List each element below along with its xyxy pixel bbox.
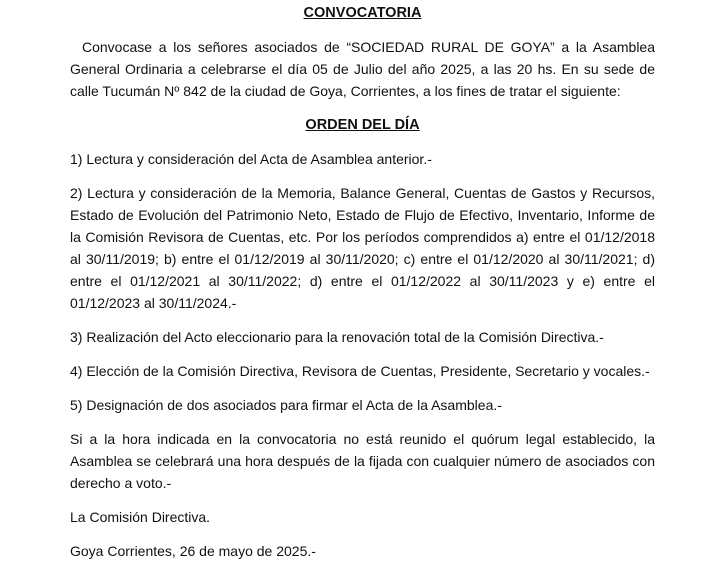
agenda-item-4: 4) Elección de la Comisión Directiva, Revisora de Cuentas, Presidente, Secretario y vocales.- [70, 363, 650, 379]
agenda-item-2: 2) Lectura y consideración de la Memoria, Balance General, Cuentas de Gastos y Recursos, Estado de Evolución del Patrimonio Neto, Estado de Flujo de Efectivo, Inventario, Informe de la Comisión Revisora de Cuentas, etc. Por los períodos comprendidos a) entre el 01/12/2018 al 30/11/2019; b) entre el 01/12/2019 al 30/11/2020; c) entre el 01/12/2020 al 30/11/2021; d) entre el 01/12/2021 al 30/11/2022; d) entre el 01/12/2022 al 30/11/2023 y e) entre el 01/12/2023 al 30/11/2024.- [70, 185, 655, 311]
intro-paragraph: Convocase a los señores asociados de “SOCIEDAD RURAL DE GOYA” a la Asamblea General Ordinaria a celebrarse el día 05 de Julio del año 2025, a las 20 hs. En su sede de calle Tucumán Nº 842 de la ciudad de Goya, Corrientes, a los fines de tratar el siguiente: [70, 39, 655, 99]
agenda-heading: ORDEN DEL DÍA [305, 117, 420, 133]
signature-line: La Comisión Directiva. [70, 509, 211, 525]
quorum-note: Si a la hora indicada en la convocatoria no está reunido el quórum legal establecido, la Asamblea se celebrará una hora después de la fijada con cualquier número de asociados con derecho a voto.- [70, 431, 655, 491]
document-title: CONVOCATORIA [303, 5, 422, 21]
agenda-item-5: 5) Designación de dos asociados para firmar el Acta de la Asamblea.- [70, 397, 502, 413]
agenda-item-1: 1) Lectura y consideración del Acta de Asamblea anterior.- [70, 151, 432, 167]
date-line: Goya Corrientes, 26 de mayo de 2025.- [70, 543, 316, 559]
agenda-item-3: 3) Realización del Acto eleccionario para la renovación total de la Comisión Directiva.- [70, 329, 604, 345]
